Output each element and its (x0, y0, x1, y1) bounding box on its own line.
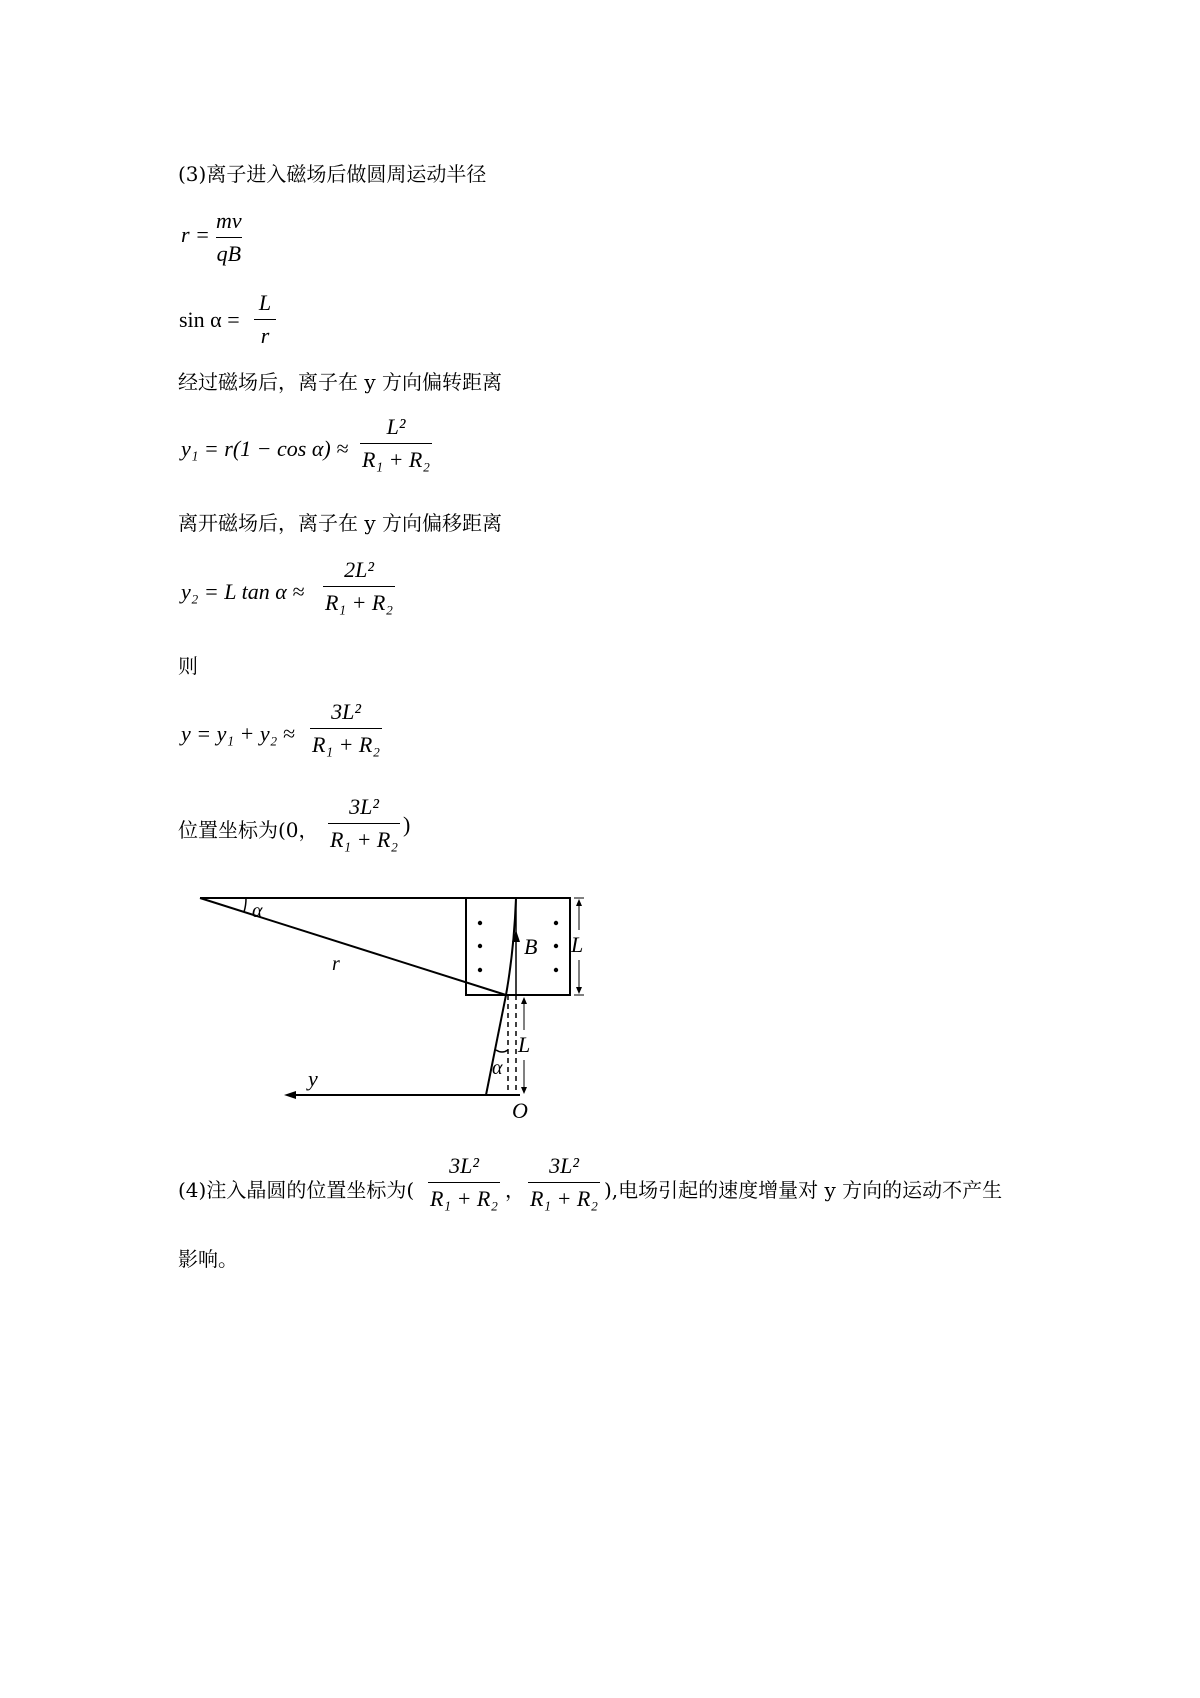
section4-prefix: (4)注入晶圆的位置坐标为( (178, 1178, 415, 1202)
field-dot (478, 921, 482, 925)
label-y: y (308, 1066, 318, 1091)
label-L-lower: L (518, 1032, 531, 1057)
field-dot (554, 968, 558, 972)
field-dot (554, 944, 558, 948)
label-L-right: L (571, 932, 584, 957)
y-axis-arrow (284, 1091, 296, 1099)
label-B: B (524, 934, 538, 959)
eq-y1-denominator: R₁ + R₂ (361, 447, 431, 472)
eq-r-lhs: r = (181, 222, 210, 247)
eq-sin-denominator: r (260, 323, 270, 348)
section4-fraction-2 (528, 1153, 600, 1212)
coord-prefix: 位置坐标为(0， (178, 818, 319, 842)
text-y1: 经过磁场后，离子在 y 方向偏转距离 (178, 370, 503, 394)
section4-denominator-2: R₁ + R₂ (529, 1186, 599, 1211)
field-dot (478, 968, 482, 972)
eq-y2-lhs: y₂ = L tan α ≈ (181, 579, 305, 604)
coord-suffix: ) (403, 812, 411, 837)
section4-line2: 影响。 (178, 1247, 238, 1271)
eq-y1-numerator: L² (386, 414, 406, 439)
field-dot (478, 944, 482, 948)
label-alpha-lower: α (492, 1057, 503, 1079)
trajectory-arc (506, 898, 516, 995)
exit-line (486, 995, 506, 1095)
section4-denominator-1: R₁ + R₂ (429, 1186, 499, 1211)
eq-y-lhs: y = y₁ + y₂ ≈ (181, 721, 295, 746)
field-dot (554, 921, 558, 925)
label-alpha-top: α (252, 900, 263, 922)
coord-denominator: R₁ + R₂ (329, 827, 399, 852)
eq-r-numerator: mv (216, 208, 242, 233)
magnetic-field-diagram (190, 890, 590, 1120)
angle-arc-lower (496, 1050, 508, 1052)
eq-r-fraction (216, 208, 242, 267)
section4-suffix: ),电场引起的速度增量对 y 方向的运动不产生 (604, 1178, 1003, 1202)
eq-y1-fraction (360, 414, 432, 473)
radius-line (200, 898, 506, 995)
section4-fraction-1 (428, 1153, 500, 1212)
section4-numerator-1: 3L² (449, 1153, 479, 1178)
section4-separator: ， (505, 1178, 525, 1202)
angle-arc-top (244, 898, 246, 912)
coord-numerator: 3L² (349, 794, 379, 819)
label-r: r (332, 953, 340, 975)
label-O: O (512, 1098, 528, 1120)
eq-sin-fraction (254, 290, 276, 349)
text-then: 则 (178, 654, 198, 678)
eq-sin-numerator: L (258, 290, 272, 315)
coord-fraction (328, 794, 400, 853)
eq-y2-numerator: 2L² (344, 557, 374, 582)
eq-y-denominator: R₁ + R₂ (311, 732, 381, 757)
section3-heading: (3)离子进入磁场后做圆周运动半径 (178, 162, 487, 186)
eq-sin-lhs: sin α = (179, 307, 240, 332)
text-y2: 离开磁场后，离子在 y 方向偏移距离 (178, 511, 503, 535)
section4-numerator-2: 3L² (549, 1153, 579, 1178)
eq-y2-denominator: R₁ + R₂ (324, 590, 394, 615)
eq-y1-lhs: y₁ = r(1 − cos α) ≈ (181, 436, 349, 461)
eq-y-fraction (310, 699, 382, 758)
eq-r-denominator: qB (216, 241, 242, 266)
eq-y-numerator: 3L² (331, 699, 361, 724)
eq-y2-fraction (323, 557, 395, 616)
